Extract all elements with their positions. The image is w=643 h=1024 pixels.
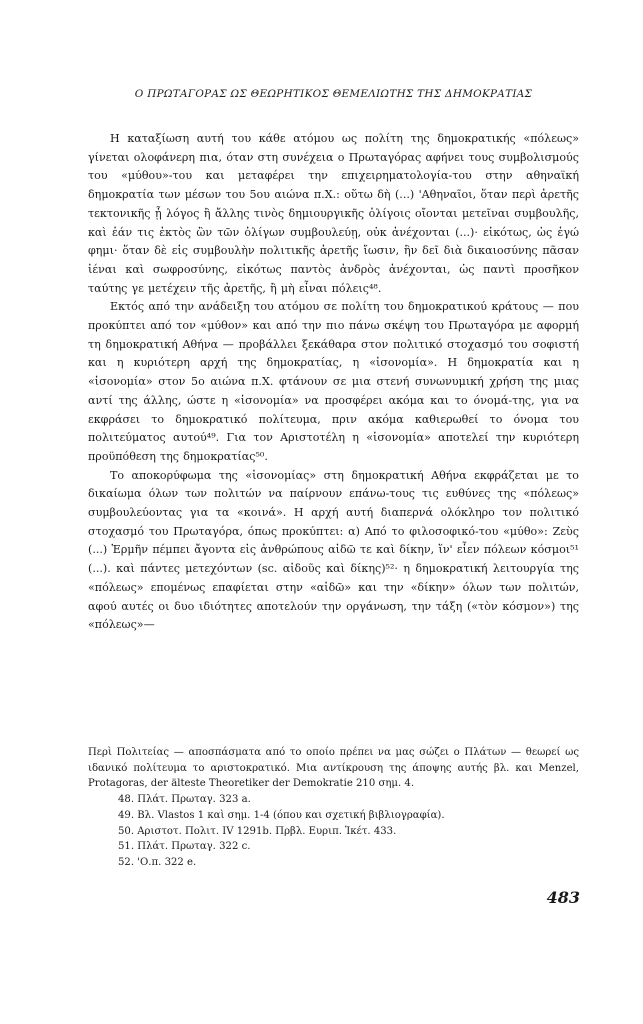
paragraph: Εκτός από την ανάδειξη του ατόμου σε πολίτη του δημοκρατικού κράτους — που προκύπτει από τον «μύθον» και από την πιο πάνω σκέψη του Πρωταγόρα με αφορμή τη δημοκρατική Αθήνα — προβάλλει ξεκάθαρα στον πολιτικό στοχασμό του σοφιστή και η κυριότερη αρχή της δημοκρατίας, η «ἰσονομία». Η δημοκρατία και η «ἰσονομία» στον 5ο αιώνα π.Χ. φτάνουν σε μια στενή συνωνυμική χρήση της μιας αντί της άλλης, ώστε η «ἰσονομία» να προσφέρει ακόμα και το όνομά-της, για να εκφράσει το δημοκρατικό πολίτευμα, πριν ακόμα καθιερωθεί το όνομα του πολιτεύματος αυτού⁴⁹. Για τον Αριστοτέλη η «ἰσονομία» αποτελεί την κυριότερη προϋπόθεση της δημοκρατίας⁵⁰. xyxy=(88,300,579,463)
footnote-48: 48. Πλάτ. Πρωταγ. 323 a. xyxy=(118,794,251,806)
footnote-52: 52. 'Ο.π. 322 e. xyxy=(118,856,197,868)
footnote-50: 50. Αριστοτ. Πολιτ. IV 1291b. Πρβλ. Ευριπ. Ἱκέτ. 433. xyxy=(118,825,397,837)
footnotes xyxy=(88,745,579,871)
body-text xyxy=(88,130,579,635)
running-head: Ο ΠΡΩΤΑΓΟΡΑΣ ΩΣ ΘΕΩΡΗΤΙΚΟΣ ΘΕΜΕΛΙΩΤΗΣ ΤΗΣ ΔΗΜΟΚΡΑΤΙΑΣ xyxy=(134,88,533,100)
paragraph: Το αποκορύφωμα της «ἰσονομίας» στη δημοκρατική Αθήνα εκφράζεται με το δικαίωμα όλων των πολιτών να παίρνουν επάνω-τους τις ευθύνες της «πόλεως» συμβουλεύοντας για τα «κοινά». Η αρχή αυτή διαπερνά ολόκληρο τον πολιτικό στοχασμό του Πρωταγόρα, όπως προκύπτει: α) Από το φιλοσοφικό-του «μύθο»: Ζεὺς (...) Ἑρμῆν πέμπει ἄγοντα εἰς ἀνθρώπους αἰδῶ τε καὶ δίκην, ἵν' εἶεν πόλεων κόσμοι⁵¹ (...). καὶ πάντες μετεχόντων (sc. αἰδοῦς καὶ δίκης)⁵²· η δημοκρατική λειτουργία της «πόλεως» επομένως επαφίεται στην «αἰδῶ» και την «δίκην» όλων των πολιτών, αφού αυτές οι δυο ιδιότητες αποτελούν την οργάνωση, την τάξη («τὸν κόσμον») της «πόλεως»— xyxy=(88,468,579,632)
page-content xyxy=(88,88,579,635)
paragraph: Η καταξίωση αυτή του κάθε ατόμου ως πολίτη της δημοκρατικής «πόλεως» γίνεται ολοφάνερη πια, όταν στη συνέχεια ο Πρωταγόρας αφήνει τους συμβολισμούς του «μύθου»-του και μεταφέρει την επιχειρηματολογία-του στην αθηναϊκή δημοκρατία των μέσων του 5ου αιώνα π.Χ.: οὕτω δὴ (...) 'Αθηναῖοι, ὅταν περὶ ἀρετῆς τεκτονικῆς ᾖ λόγος ἢ ἄλλης τινὸς δημιουργικῆς ὀλίγοις οἴονται μετεῖναι συμβουλῆς, καὶ ἐάν τις ἐκτὸς ὢν τῶν ὀλίγων συμβουλεύῃ, οὐκ ἀνέχονται (...)· εἰκότως, ὡς ἐγώ φημι· ὅταν δὲ εἰς συμβουλὴν πολιτικῆς ἀρετῆς ἴωσιν, ἣν δεῖ διὰ δικαιοσύνης πᾶσαν ἰέναι καὶ σωφροσύνης, εἰκότως παντὸς ἀνδρὸς ἀνέχονται, ὡς παντὶ προσῆκον ταύτης γε μετέχειν τῆς ἀρετῆς, ἢ μὴ εἶναι πόλεις⁴⁸. xyxy=(88,132,579,295)
footnote-51: 51. Πλάτ. Πρωταγ. 322 c. xyxy=(118,841,251,853)
page-number: 483 xyxy=(546,888,580,907)
footnote-49: 49. Βλ. Vlastos 1 καὶ σημ. 1-4 (όπου και σχετική βιβλιογραφία). xyxy=(118,809,445,821)
footnote-continuation: Περὶ Πολιτείας — αποσπάσματα από το οποίο πρέπει να μας σώζει ο Πλάτων — θεωρεί ως ιδανικό πολίτευμα το αριστοκρατικό. Μια αντίκρουση της άποψης αυτής βλ. και Menzel, Protagoras, der älteste Theoretiker der Demokratie 210 σημ. 4. xyxy=(88,747,579,790)
